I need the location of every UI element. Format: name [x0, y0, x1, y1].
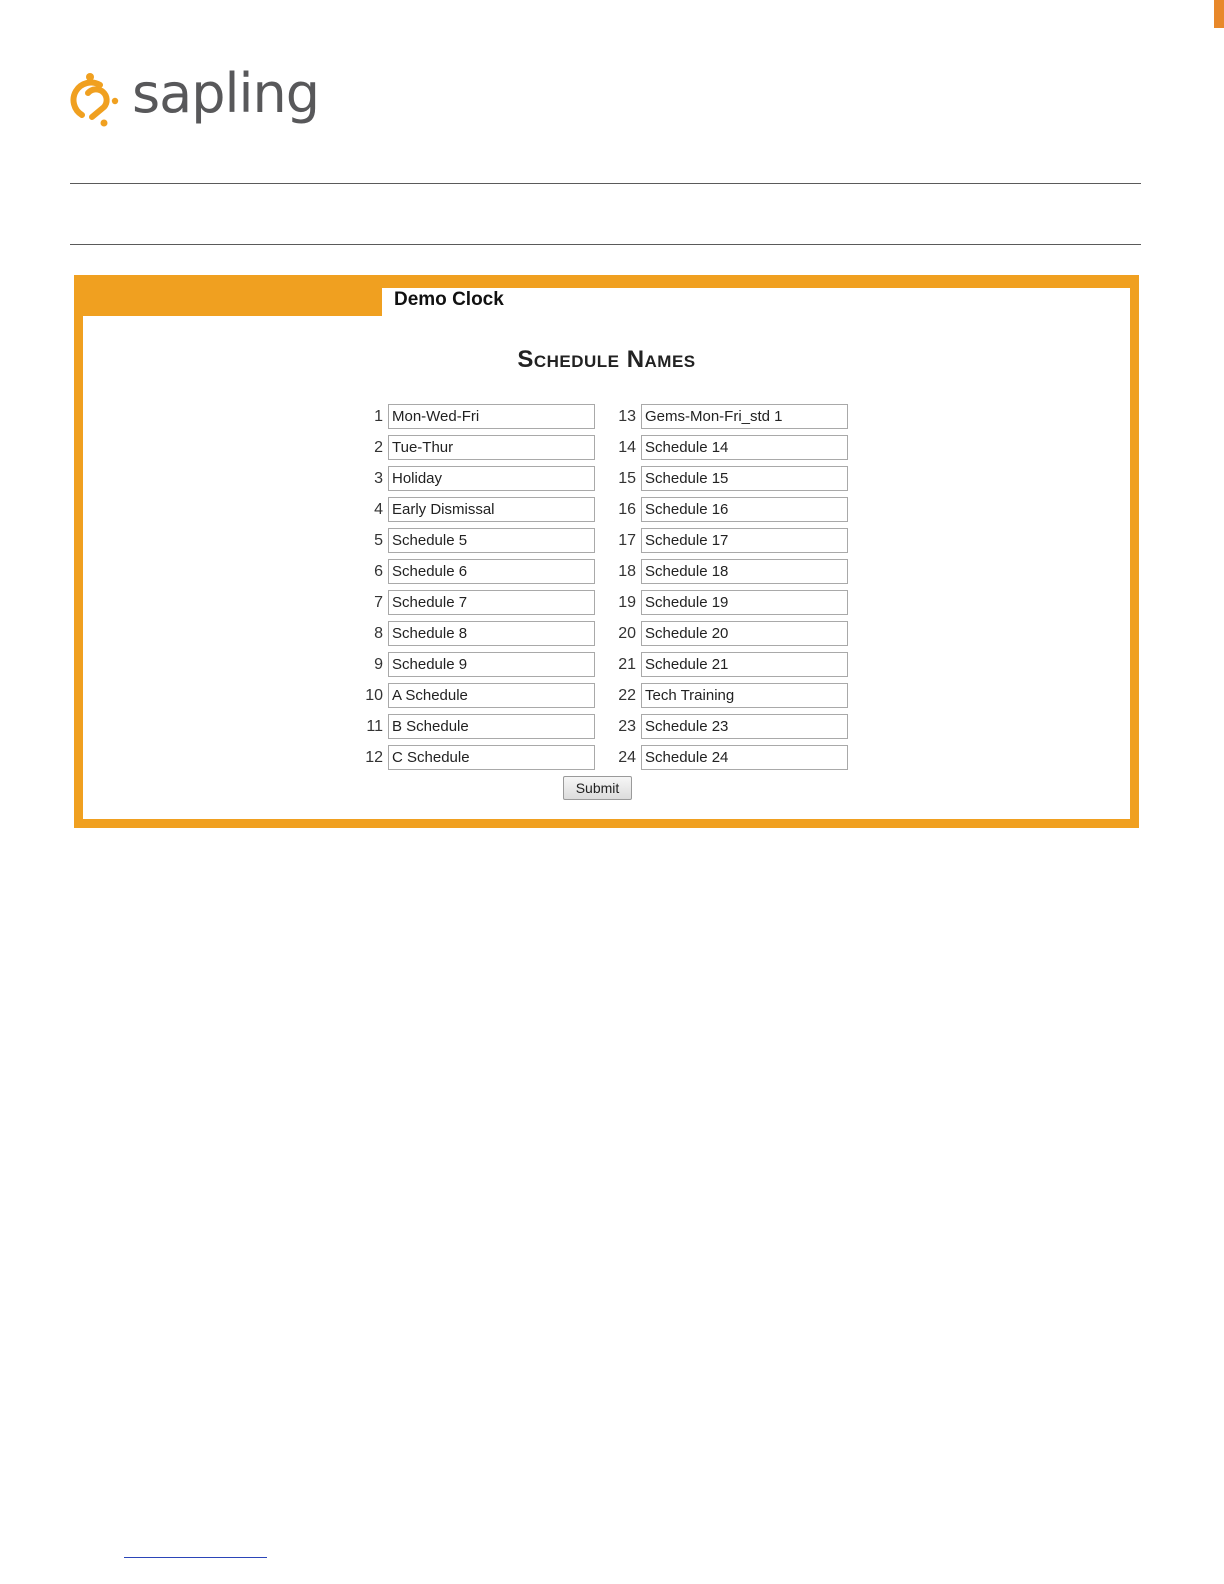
schedule-number-label: 4 — [374, 501, 383, 518]
page-title: Schedule Names — [517, 346, 696, 373]
schedule-name-input[interactable] — [388, 466, 595, 491]
header-divider-bottom — [70, 244, 1141, 245]
schedule-number-label: 2 — [374, 439, 383, 456]
schedule-name-input[interactable] — [641, 466, 848, 491]
schedule-number-label: 12 — [365, 749, 383, 766]
sapling-logo — [70, 62, 320, 130]
schedule-name-input[interactable] — [641, 652, 848, 677]
schedule-number-label: 23 — [618, 718, 636, 735]
schedule-name-input[interactable] — [388, 528, 595, 553]
schedule-name-input[interactable] — [388, 745, 595, 770]
schedule-name-input[interactable] — [388, 559, 595, 584]
schedule-number-label: 20 — [618, 625, 636, 642]
schedule-name-input[interactable] — [388, 652, 595, 677]
schedule-number-label: 7 — [374, 594, 383, 611]
submit-button[interactable]: Submit — [563, 776, 632, 800]
schedule-name-input[interactable] — [641, 559, 848, 584]
schedule-name-input[interactable] — [641, 528, 848, 553]
schedule-name-input[interactable] — [388, 590, 595, 615]
schedule-number-label: 3 — [374, 470, 383, 487]
tab-strip — [83, 288, 382, 316]
header-divider-top — [70, 183, 1141, 184]
schedule-number-label: 18 — [618, 563, 636, 580]
brand-name: sapling — [132, 62, 320, 125]
schedule-number-label: 10 — [365, 687, 383, 704]
schedule-names-panel — [74, 275, 1139, 828]
schedule-name-input[interactable] — [641, 714, 848, 739]
corner-accent — [1214, 0, 1224, 28]
schedule-name-input[interactable] — [641, 621, 848, 646]
schedule-name-input[interactable] — [388, 683, 595, 708]
schedule-name-input[interactable] — [641, 404, 848, 429]
schedule-number-label: 8 — [374, 625, 383, 642]
schedule-number-label: 16 — [618, 501, 636, 518]
schedule-number-label: 13 — [618, 408, 636, 425]
schedule-name-input[interactable] — [641, 745, 848, 770]
schedule-name-input[interactable] — [388, 497, 595, 522]
schedule-name-input[interactable] — [641, 497, 848, 522]
schedule-number-label: 19 — [618, 594, 636, 611]
schedule-number-label: 11 — [366, 718, 383, 735]
schedule-number-label: 14 — [618, 439, 636, 456]
schedule-name-input[interactable] — [388, 404, 595, 429]
footer-link-underline[interactable] — [124, 1557, 267, 1558]
schedule-number-label: 15 — [618, 470, 636, 487]
schedule-number-label: 6 — [374, 563, 383, 580]
schedule-number-label: 22 — [618, 687, 636, 704]
schedule-number-label: 17 — [618, 532, 636, 549]
schedule-name-input[interactable] — [641, 683, 848, 708]
schedule-name-input[interactable] — [641, 590, 848, 615]
schedule-number-label: 9 — [374, 656, 383, 673]
schedule-name-input[interactable] — [388, 621, 595, 646]
schedule-number-label: 5 — [374, 532, 383, 549]
schedule-number-label: 1 — [374, 408, 383, 425]
schedule-number-label: 21 — [618, 656, 636, 673]
schedule-number-label: 24 — [618, 749, 636, 766]
schedule-name-input[interactable] — [388, 435, 595, 460]
schedule-name-input[interactable] — [388, 714, 595, 739]
sapling-logo-icon — [70, 71, 122, 129]
tab-demo-clock[interactable]: Demo Clock — [394, 289, 504, 310]
panel-content — [83, 288, 1130, 819]
schedule-name-input[interactable] — [641, 435, 848, 460]
